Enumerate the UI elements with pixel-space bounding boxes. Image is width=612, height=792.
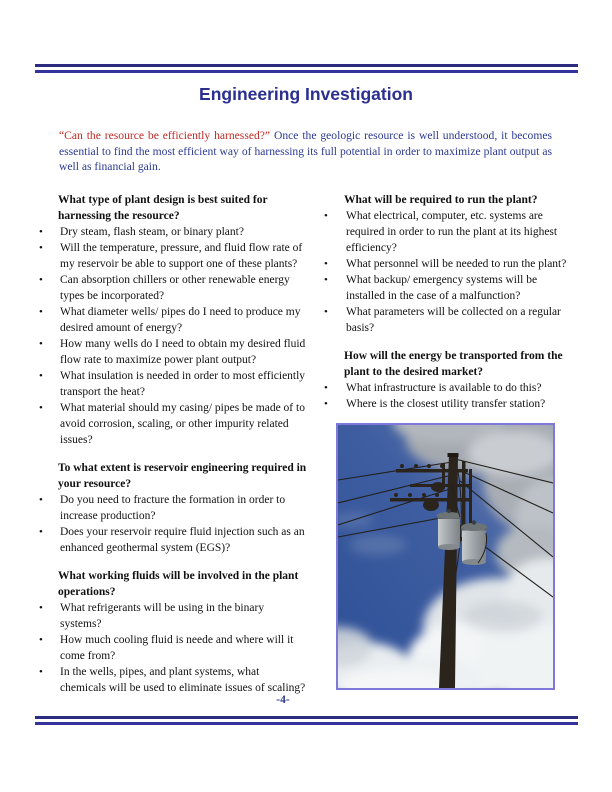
question-section [36, 568, 308, 696]
bullet-item: • What diameter wells/ pipes do I need to produce my desired amount of energy? [36, 304, 308, 336]
bullet-item: • Can absorption chillers or other renewable energy types be incorporated? [36, 272, 308, 304]
rule-line [35, 716, 578, 719]
bullet-item: • How many wells do I need to obtain my desired fluid flow rate to maximize power plant output? [36, 336, 308, 368]
bullet-item: • What personnel will be needed to run the plant? [322, 256, 570, 272]
page-title: Engineering Investigation [199, 84, 413, 104]
utility-pole-photo [336, 423, 555, 690]
top-double-rule [35, 64, 578, 73]
bullet-list [322, 208, 570, 336]
section-heading: What will be required to run the plant? [344, 194, 538, 206]
rule-line [35, 722, 578, 725]
bullet-item: • What insulation is needed in order to most efficiently transport the heat? [36, 368, 308, 400]
section-heading: What type of plant design is best suited for harnessing the resource? [58, 194, 268, 222]
bullet-item: • What electrical, computer, etc. systems are required in order to run the plant at its highest efficiency? [322, 208, 570, 256]
intro-quote: “Can the resource be efficiently harnessed?” [59, 129, 271, 142]
bullet-list [36, 224, 308, 448]
rule-line [35, 70, 578, 73]
bullet-list [322, 380, 570, 412]
photo-svg [338, 425, 553, 688]
bullet-item: • How much cooling fluid is neede and where will it come from? [36, 632, 308, 664]
question-section [36, 460, 308, 556]
question-section [36, 192, 308, 448]
bullet-item: • What material should my casing/ pipes be made of to avoid corrosion, scaling, or other impurity related issues? [36, 400, 308, 448]
bullet-item: • In the wells, pipes, and plant systems, what chemicals will be used to eliminate issues of scaling? [36, 664, 308, 696]
bullet-item: • What refrigerants will be using in the binary systems? [36, 600, 308, 632]
left-column [36, 192, 308, 696]
section-heading: How will the energy be transported from the plant to the desired market? [344, 350, 563, 378]
bullet-item: • Dry steam, flash steam, or binary plant? [36, 224, 308, 240]
right-column [322, 192, 570, 412]
bullet-list [36, 492, 308, 556]
bullet-item: • Do you need to fracture the formation in order to increase production? [36, 492, 308, 524]
bottom-double-rule [35, 716, 578, 725]
bullet-item: • Will the temperature, pressure, and fluid flow rate of my reservoir be able to support one of these plants? [36, 240, 308, 272]
bullet-item: • Where is the closest utility transfer station? [322, 396, 570, 412]
bullet-item: • What infrastructure is available to do this? [322, 380, 570, 396]
bullet-item: • What backup/ emergency systems will be installed in the case of a malfunction? [322, 272, 570, 304]
bullet-item: • Does your reservoir require fluid injection such as an enhanced geothermal system (EGS)? [36, 524, 308, 556]
question-section [322, 192, 570, 336]
section-heading: What working fluids will be involved in the plant operations? [58, 570, 299, 598]
question-section [322, 348, 570, 412]
bullet-item: • What parameters will be collected on a regular basis? [322, 304, 570, 336]
section-heading: To what extent is reservoir engineering required in your resource? [58, 462, 307, 490]
page-number: -4- [276, 694, 290, 706]
intro-paragraph [59, 128, 552, 175]
intro-body: Once the geologic resource is well understood, it becomes essential to find the most efficient way of harnessing its full potential in order to maximize plant output as well as financial gain. [59, 129, 553, 173]
bullet-list [36, 600, 308, 696]
rule-line [35, 64, 578, 67]
